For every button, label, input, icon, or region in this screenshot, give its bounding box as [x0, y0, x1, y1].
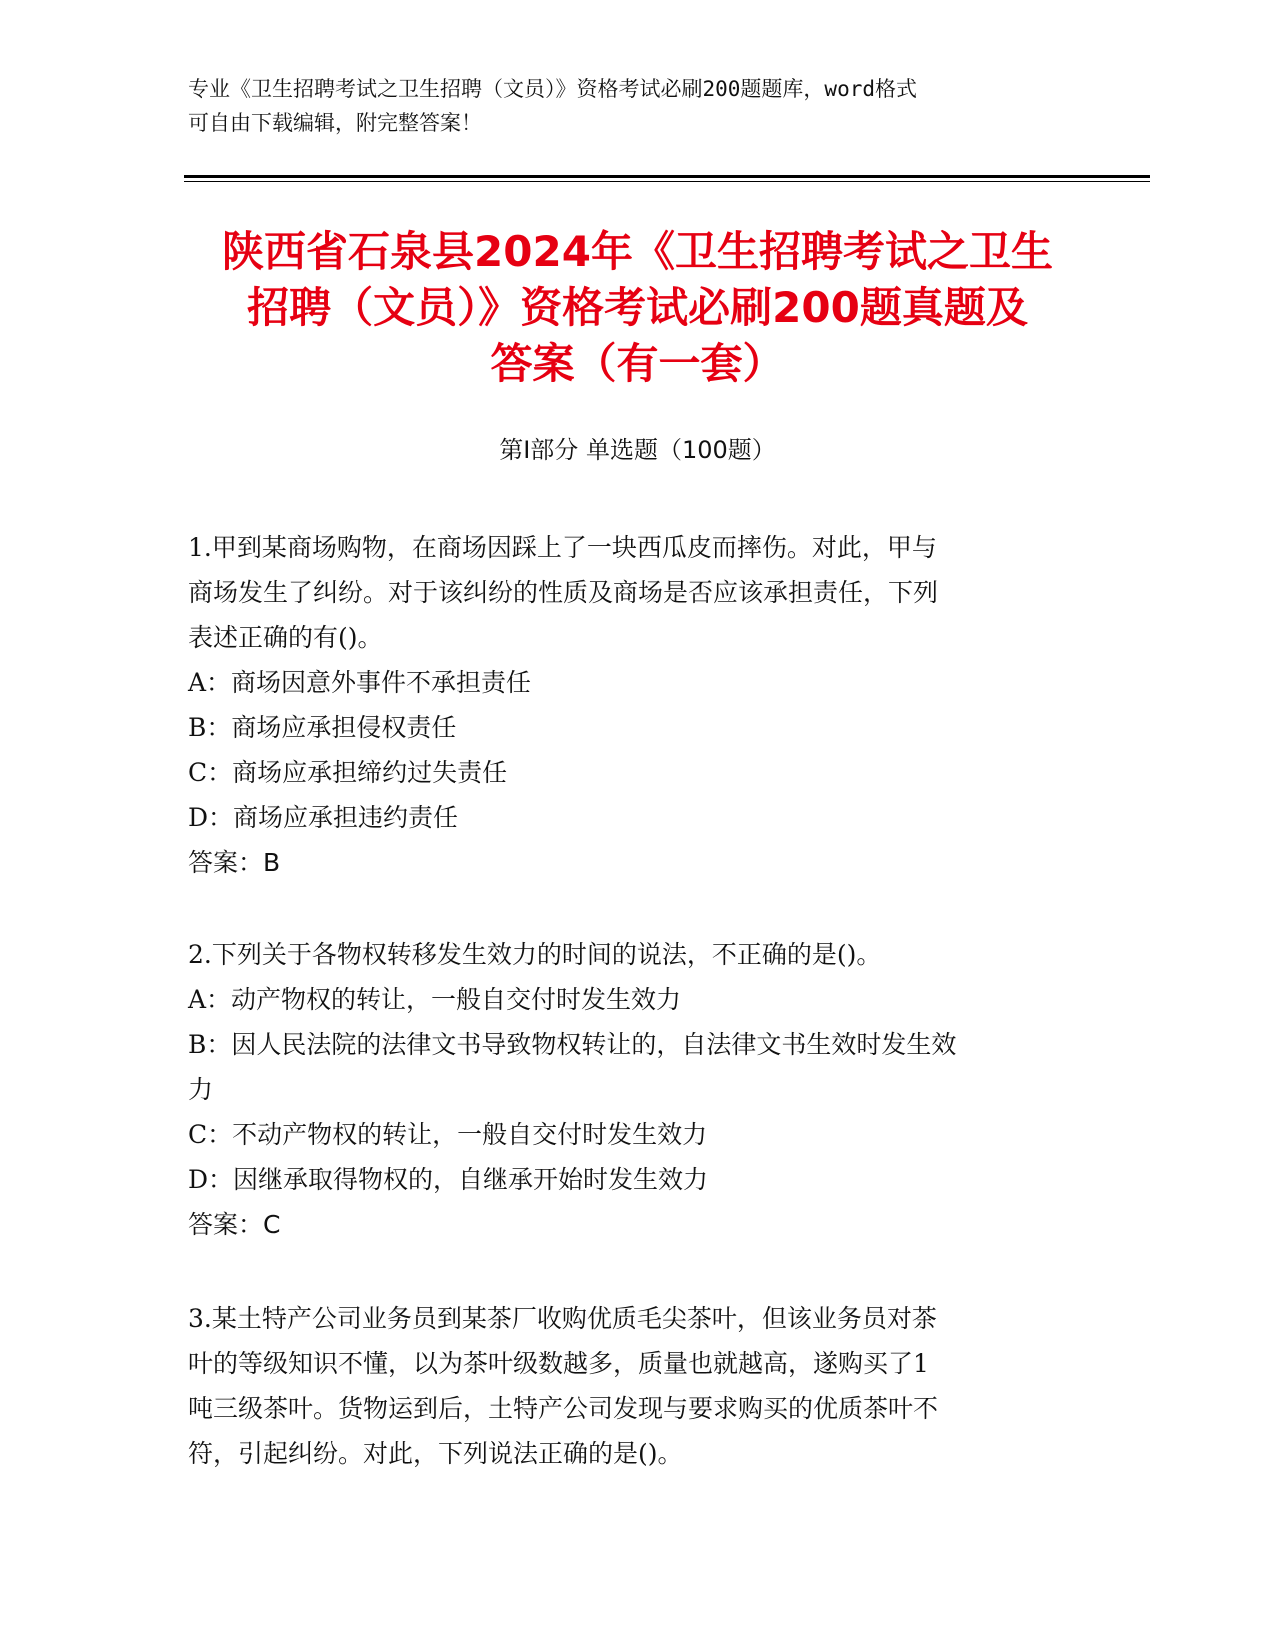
header-note-line: 专业《卫生招聘考试之卫生招聘（文员）》资格考试必刷200题题库，word格式: [188, 77, 917, 101]
option-b-continued: 力: [188, 1075, 214, 1104]
document-title: [150, 224, 1125, 392]
option-d: D：商场应承担违约责任: [188, 803, 459, 832]
question-2: [188, 932, 1088, 1247]
question-stem-line: 商场发生了纠纷。对于该纠纷的性质及商场是否应该承担责任，下列: [188, 578, 939, 607]
question-stem-line: 1.甲到某商场购物，在商场因踩上了一块西瓜皮而摔伤。对此，甲与: [188, 533, 937, 562]
question-stem-line: 叶的等级知识不懂，以为茶叶级数越多，质量也就越高，遂购买了1: [188, 1349, 929, 1378]
header-rule-thick: [184, 175, 1150, 178]
title-line: 招聘（文员）》资格考试必刷200题真题及: [247, 283, 1028, 332]
option-c: C：商场应承担缔约过失责任: [188, 758, 508, 787]
question-stem-line: 符，引起纠纷。对此，下列说法正确的是()。: [188, 1439, 683, 1468]
question-stem-line: 2.下列关于各物权转移发生效力的时间的说法，不正确的是()。: [188, 940, 882, 969]
answer-line: 答案：B: [188, 848, 281, 877]
option-c: C：不动产物权的转让，一般自交付时发生效力: [188, 1120, 708, 1149]
question-3: [188, 1296, 1088, 1476]
section-heading: 第Ⅰ部分 单选题（100题）: [499, 436, 776, 464]
header-rule-thin: [184, 181, 1150, 182]
title-line: 陕西省石泉县2024年《卫生招聘考试之卫生: [222, 227, 1053, 276]
question-1: [188, 525, 1088, 885]
question-stem-line: 表述正确的有()。: [188, 623, 383, 652]
answer-line: 答案：C: [188, 1210, 281, 1239]
header-note-line: 可自由下载编辑，附完整答案！: [188, 111, 482, 135]
option-a: A：动产物权的转让，一般自交付时发生效力: [188, 985, 682, 1014]
option-b: B：因人民法院的法律文书导致物权转让的，自法律文书生效时发生效: [188, 1030, 957, 1059]
question-stem-line: 吨三级茶叶。货物运到后，土特产公司发现与要求购买的优质茶叶不: [188, 1394, 939, 1423]
title-line: 答案（有一套）: [490, 339, 785, 388]
option-b: B：商场应承担侵权责任: [188, 713, 457, 742]
option-d: D：因继承取得物权的，自继承开始时发生效力: [188, 1165, 709, 1194]
question-stem-line: 3.某土特产公司业务员到某茶厂收购优质毛尖茶叶，但该业务员对茶: [188, 1304, 937, 1333]
option-a: A：商场因意外事件不承担责任: [188, 668, 532, 697]
header-note: [188, 72, 1068, 140]
